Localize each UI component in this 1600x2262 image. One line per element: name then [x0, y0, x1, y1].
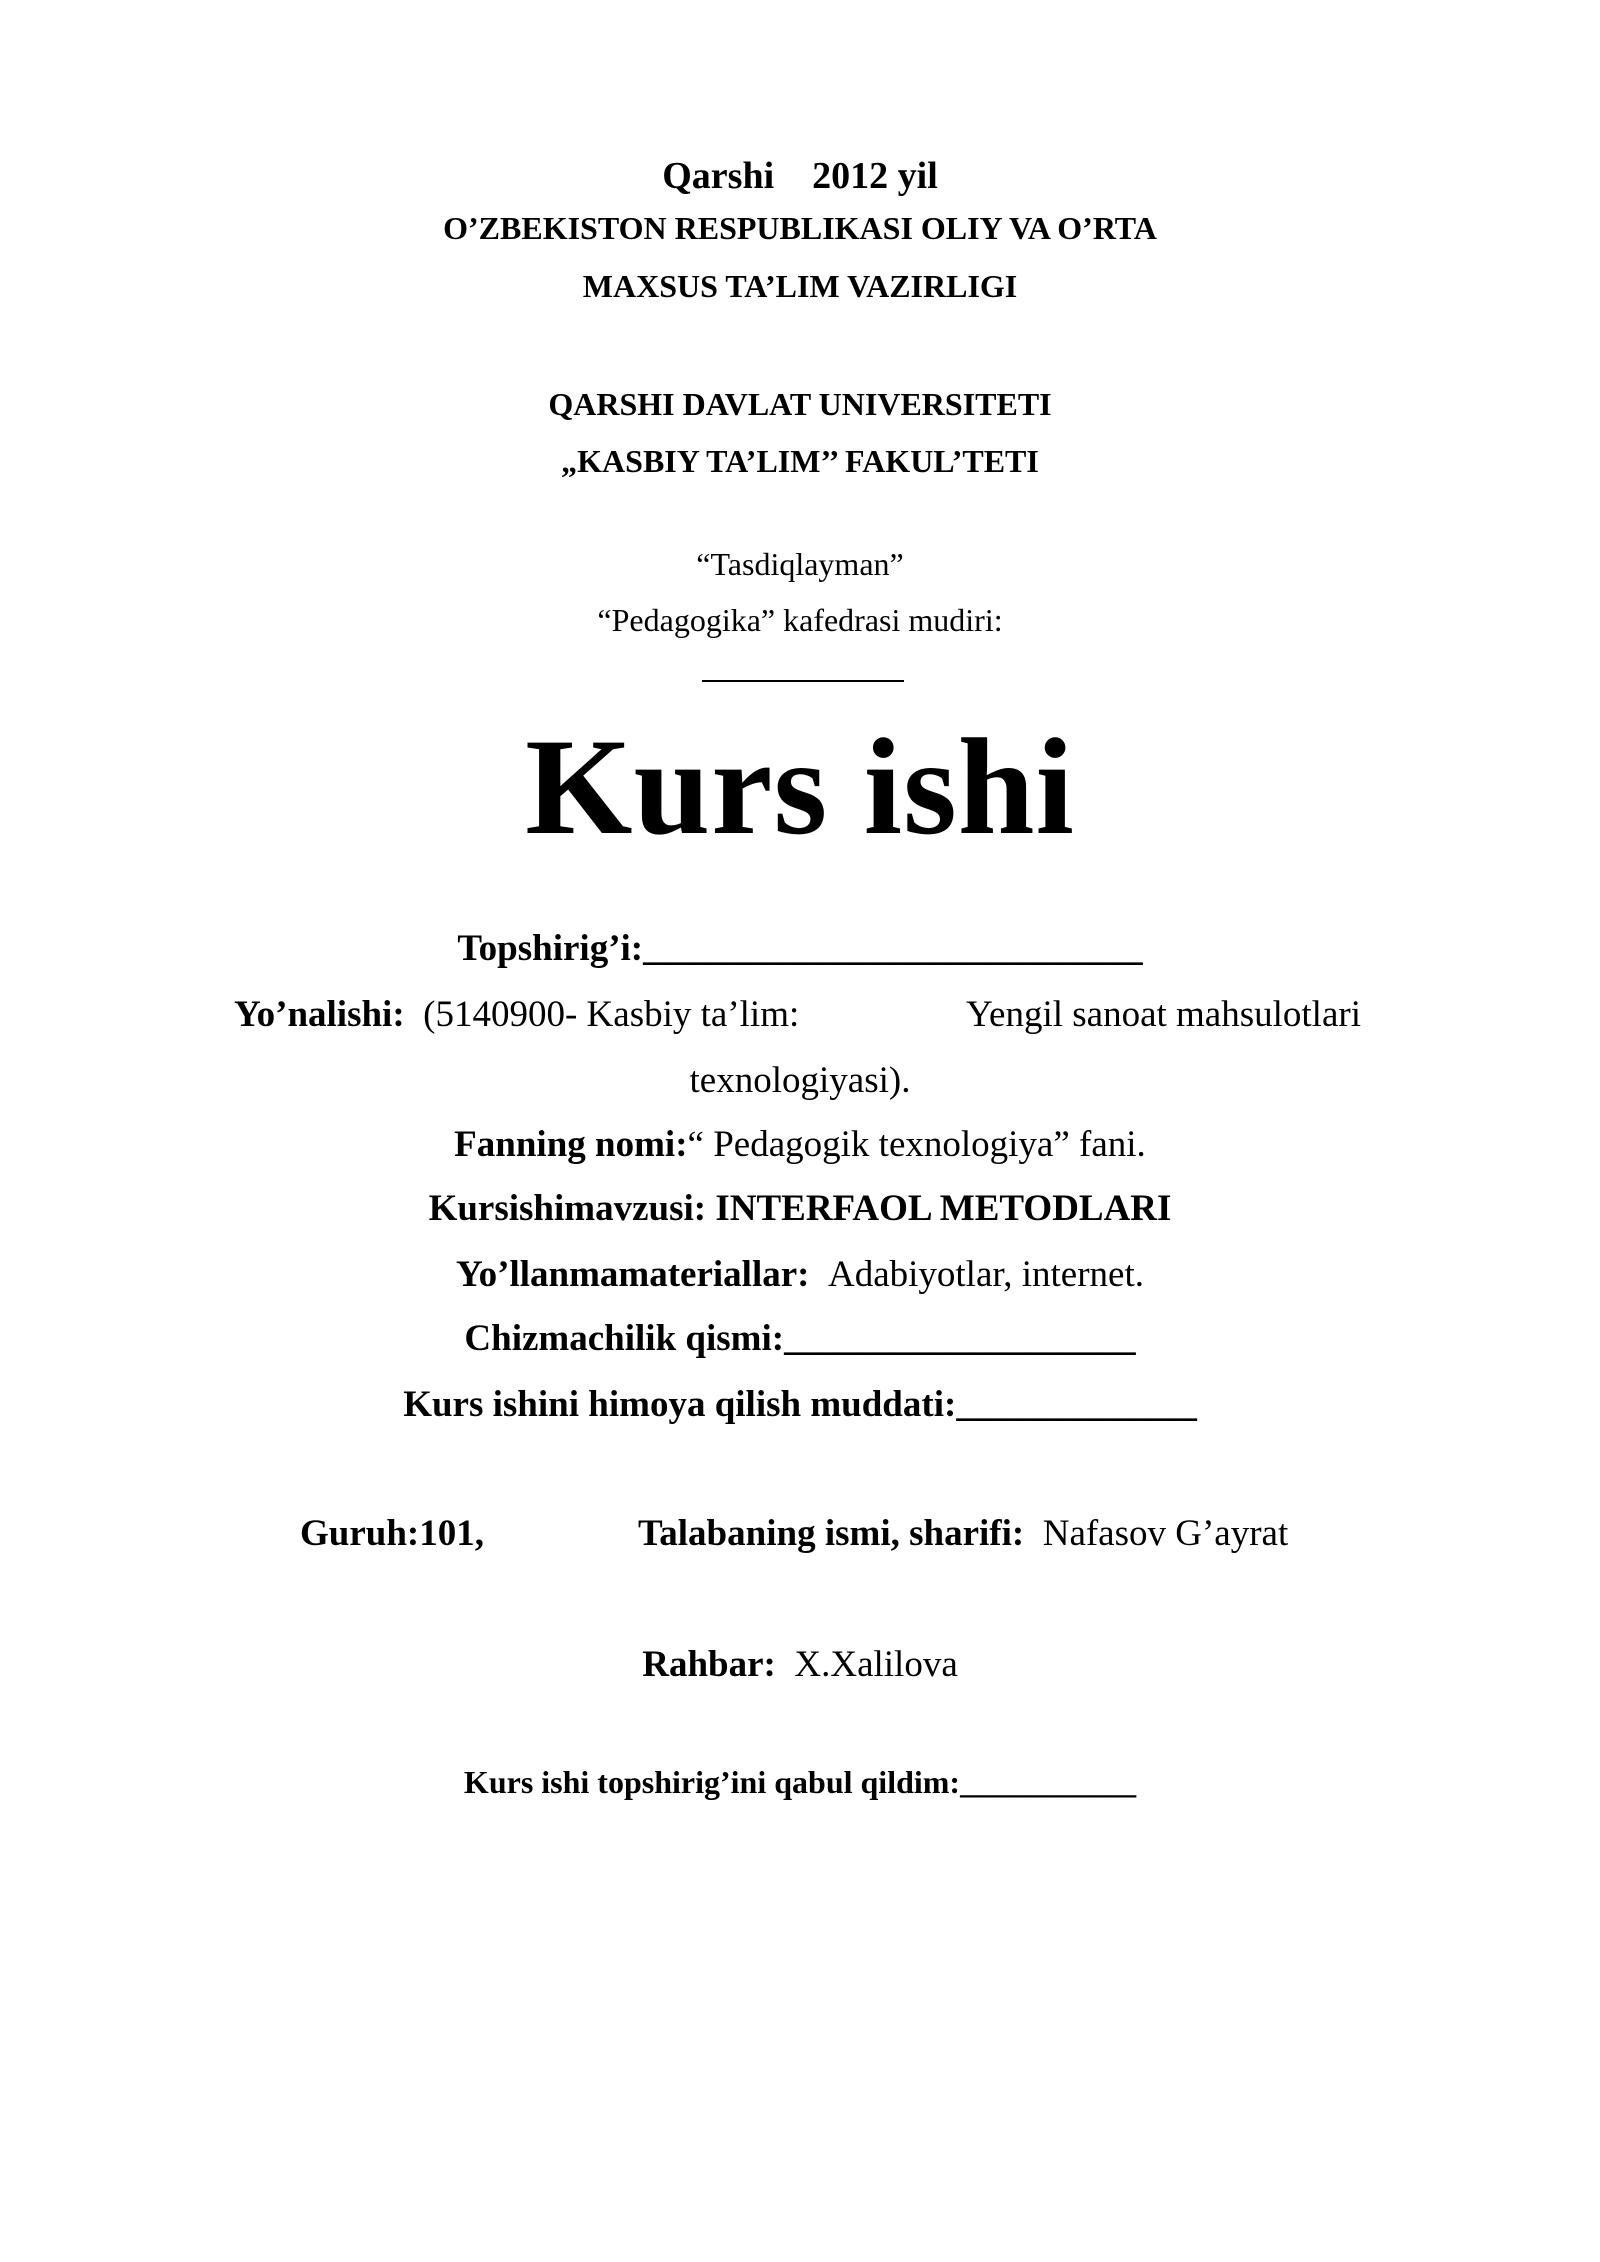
- ministry-line-1: O’ZBEKISTON RESPUBLIKASI OLIY VA O’RTA: [443, 210, 1157, 246]
- yonalishi-value-b: Yengil sanoat mahsulotlari: [966, 994, 1361, 1035]
- faculty-name: „KASBIY TA’LIM’’ FAKUL’TETI: [561, 443, 1039, 479]
- page-title: Kurs ishi: [525, 710, 1075, 863]
- fan-line: [0, 1126, 1600, 1163]
- accept-line: [0, 1766, 1600, 1798]
- ministry-line-2: MAXSUS TA’LIM VAZIRLIGI: [582, 268, 1018, 304]
- muddat-blank: _____________: [956, 1384, 1197, 1425]
- university-name: QARSHI DAVLAT UNIVERSITETI: [548, 386, 1052, 422]
- mavzu-line: [0, 1190, 1600, 1227]
- city: Qarshi: [662, 155, 775, 197]
- topshirigi-blank: ___________________________: [643, 928, 1143, 969]
- signature-line: [702, 680, 904, 682]
- mavzu-label: Kursishimavzusi:: [428, 1188, 707, 1229]
- material-line: [0, 1256, 1600, 1293]
- accept-blank: ___________: [960, 1764, 1137, 1800]
- city-year-line: [0, 157, 1600, 195]
- chizma-blank: ___________________: [784, 1318, 1136, 1359]
- accept-label: Kurs ishi topshirig’ini qabul qildim:: [463, 1764, 961, 1800]
- material-label: Yo’llanmamateriallar:: [456, 1254, 810, 1295]
- yonalishi-label: Yo’nalishi:: [234, 994, 405, 1035]
- year: 2012 yil: [812, 155, 938, 197]
- fan-value: “ Pedagogik texnologiya” fani.: [687, 1124, 1146, 1165]
- student-name-label: Talabaning ismi, sharifi:: [638, 1513, 1025, 1554]
- approve-text: “Tasdiqlayman”: [696, 546, 904, 582]
- chizma-label: Chizmachilik qismi:: [464, 1318, 785, 1359]
- mavzu-value: INTERFAOL METODLARI: [715, 1188, 1172, 1229]
- student-name-line: [638, 1515, 1288, 1552]
- yonalishi-value-a: (5140900- Kasbiy ta’lim:: [423, 994, 800, 1035]
- yonalishi-line-start: [234, 996, 799, 1033]
- head-of-department: “Pedagogika” kafedrasi mudiri:: [597, 602, 1003, 638]
- yonalishi-value-c: texnologiyasi).: [689, 1060, 911, 1101]
- topshirigi-label: Topshirig’i:: [457, 928, 644, 969]
- supervisor-value: X.Xalilova: [794, 1644, 958, 1685]
- supervisor-line: [0, 1646, 1600, 1683]
- chizma-line: [0, 1320, 1600, 1357]
- muddat-label: Kurs ishini himoya qilish muddati:: [403, 1384, 957, 1425]
- supervisor-label: Rahbar:: [642, 1644, 776, 1685]
- student-name-value: Nafasov G’ayrat: [1042, 1513, 1289, 1554]
- muddat-line: [0, 1386, 1600, 1423]
- material-value: Adabiyotlar, internet.: [827, 1254, 1144, 1295]
- fan-label: Fanning nomi:: [454, 1124, 688, 1165]
- topshirigi-line: [0, 930, 1600, 967]
- group-number: Guruh:101,: [300, 1513, 485, 1554]
